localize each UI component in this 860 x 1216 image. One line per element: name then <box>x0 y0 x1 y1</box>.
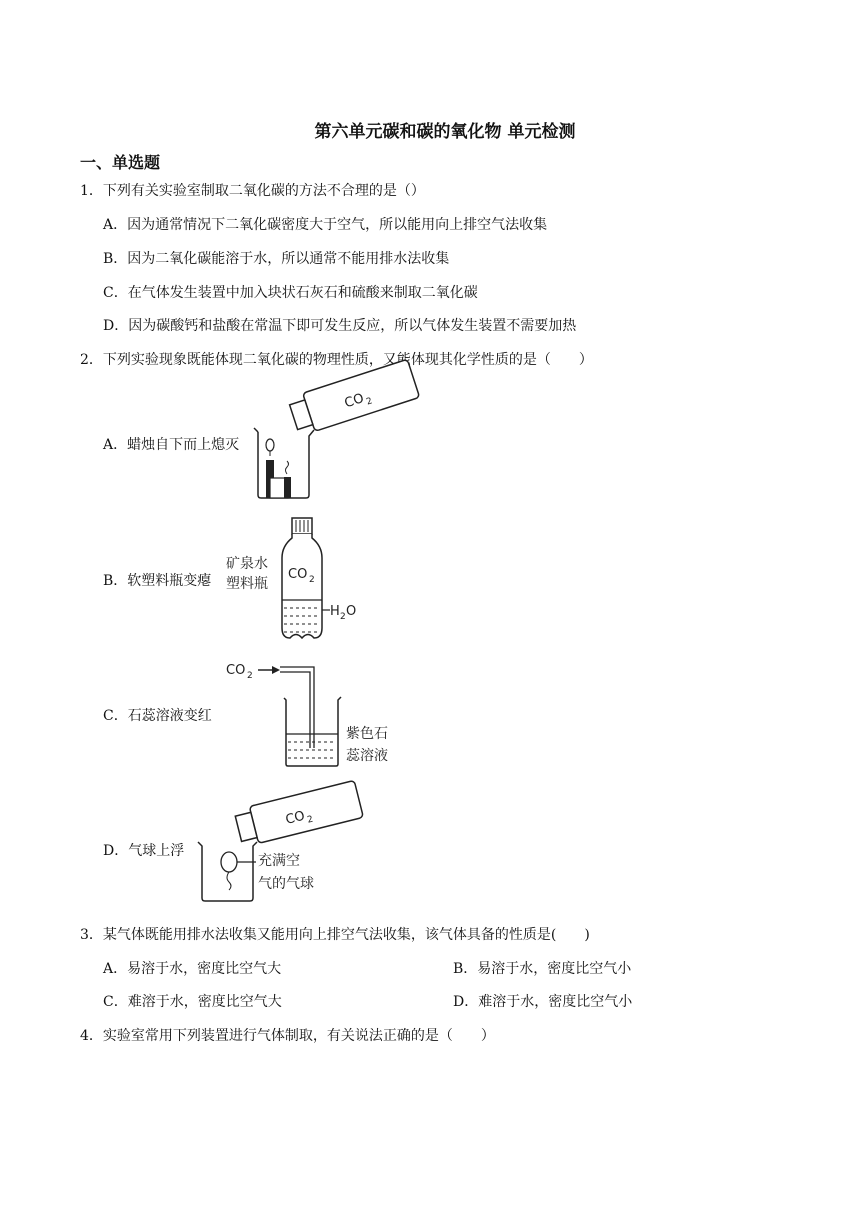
svg-text:CO: CO <box>226 663 246 678</box>
question-2-stem: 2．下列实验现象既能体现二氧化碳的物理性质，又能体现其化学性质的是（ ） <box>80 352 593 368</box>
svg-text:2: 2 <box>309 575 315 585</box>
question-3-option-c: C．难溶于水，密度比空气大 <box>103 994 282 1010</box>
question-1-option-d: D．因为碳酸钙和盐酸在常温下即可发生反应，所以气体发生装置不需要加热 <box>103 318 577 334</box>
question-4-stem: 4．实验室常用下列装置进行气体制取，有关说法正确的是（ ） <box>80 1028 495 1044</box>
question-3-option-a: A．易溶于水，密度比空气大 <box>103 961 282 977</box>
svg-text:2: 2 <box>340 612 346 622</box>
fig-d-label-2: 气的气球 <box>258 876 314 892</box>
fig-d-label-1: 充满空 <box>258 853 300 869</box>
figure-plastic-bottle <box>226 516 376 646</box>
svg-text:CO: CO <box>342 391 366 412</box>
svg-text:O: O <box>346 604 357 619</box>
question-2-option-a: A．蜡烛自下而上熄灭 <box>103 437 240 453</box>
svg-text:2: 2 <box>247 671 253 681</box>
question-2-option-b: B．软塑料瓶变瘪 <box>103 573 212 589</box>
figure-litmus-beaker <box>226 656 406 771</box>
fig-c-label-2: 蕊溶液 <box>346 748 388 764</box>
question-3-option-b: B．易溶于水，密度比空气小 <box>453 961 632 977</box>
figure-candles-beaker <box>240 382 390 502</box>
fig-c-label-1: 紫色石 <box>346 726 388 742</box>
svg-text:2: 2 <box>306 814 315 826</box>
fig-b-label-1: 矿泉水 <box>226 556 268 572</box>
svg-text:H: H <box>330 604 340 619</box>
question-2-option-d: D．气球上浮 <box>103 843 185 859</box>
figure-balloon-beaker <box>194 790 344 905</box>
question-1-option-c: C．在气体发生装置中加入块状石灰石和硫酸来制取二氧化碳 <box>103 285 478 301</box>
fig-b-label-2: 塑料瓶 <box>226 576 268 592</box>
svg-text:2: 2 <box>365 396 374 408</box>
section-heading: 一、单选题 <box>80 153 161 172</box>
question-1-option-a: A．因为通常情况下二氧化碳密度大于空气，所以能用向上排空气法收集 <box>103 217 548 233</box>
question-3-stem: 3．某气体既能用排水法收集又能用向上排空气法收集，该气体具备的性质是( ) <box>80 927 590 943</box>
question-1-stem: 1．下列有关实验室制取二氧化碳的方法不合理的是（） <box>80 183 425 199</box>
question-1-option-b: B．因为二氧化碳能溶于水，所以通常不能用排水法收集 <box>103 251 450 267</box>
svg-text:CO: CO <box>288 567 308 582</box>
question-3-option-d: D．难溶于水，密度比空气小 <box>453 994 633 1010</box>
page-title: 第六单元碳和碳的氧化物 单元检测 <box>314 122 576 142</box>
question-2-option-c: C．石蕊溶液变红 <box>103 708 212 724</box>
svg-text:CO: CO <box>284 808 307 828</box>
